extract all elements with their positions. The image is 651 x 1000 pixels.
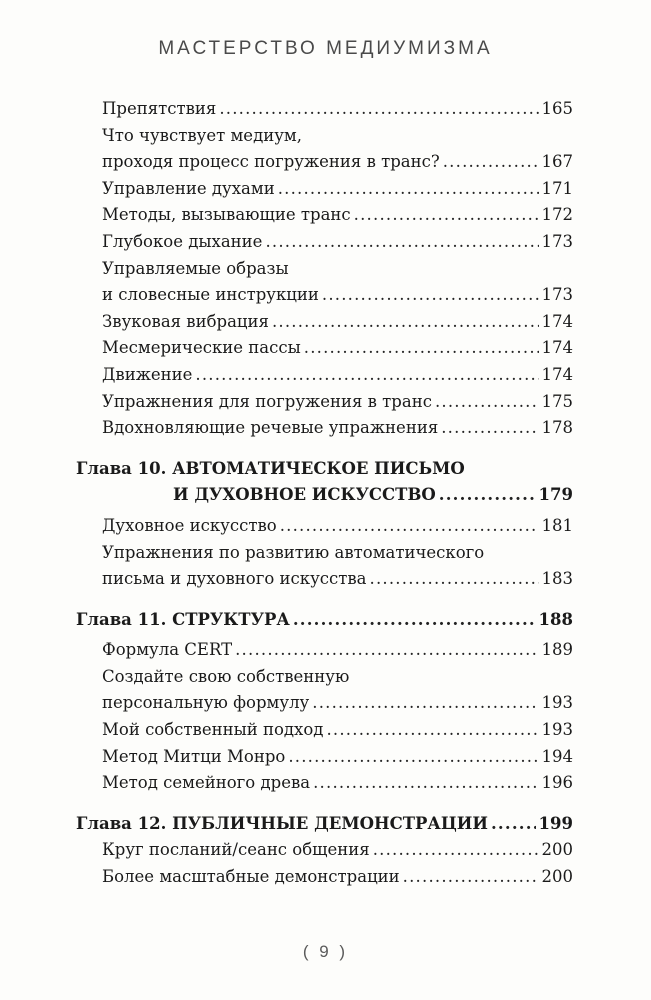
toc-entry-label-line1: Упражнения по развитию автоматического	[102, 542, 485, 562]
toc-entry-page: 174	[541, 364, 573, 384]
toc-entry-page: 194	[541, 746, 573, 766]
toc-entry-label: Препятствия	[102, 99, 217, 118]
toc-entry-page: 183	[541, 569, 573, 589]
leader-dots	[313, 770, 538, 797]
toc-entry-label: Методы, вызывающие транс	[102, 205, 351, 225]
chapter-11	[76, 607, 573, 797]
toc-entry-page: 171	[541, 178, 573, 198]
leader-dots	[272, 309, 539, 336]
leader-dots	[403, 864, 539, 891]
toc-entry-label-line1: Создайте свою собственную	[102, 666, 350, 686]
toc-entry[interactable]	[76, 717, 573, 744]
leader-dots	[219, 96, 538, 123]
toc-entry-label: Круг посланий/сеанс общения	[102, 840, 370, 860]
toc-entry[interactable]	[76, 202, 573, 229]
toc-entry-page: 174	[541, 311, 573, 331]
toc-entry[interactable]	[76, 513, 573, 540]
toc-entry-page: 181	[541, 515, 573, 535]
chapter-page: 188	[538, 609, 573, 629]
leader-dots	[439, 482, 536, 509]
chapter-title: Глава 12. ПУБЛИЧНЫЕ ДЕМОНСТРАЦИИ	[76, 813, 488, 833]
chapter-page: 199	[538, 813, 573, 833]
leader-dots	[304, 335, 539, 362]
toc-entry-page: 200	[541, 867, 573, 887]
chapter-title: Глава 11. СТРУКТУРА	[76, 609, 290, 629]
toc-entry-page: 172	[541, 205, 573, 225]
toc-entry[interactable]	[76, 309, 573, 336]
leader-dots	[278, 176, 539, 203]
toc-entry[interactable]	[76, 389, 573, 416]
chapter-12	[76, 811, 573, 891]
leader-dots	[288, 744, 538, 771]
toc-entry[interactable]	[76, 744, 573, 771]
toc-entry-label: письма и духовного искусства	[102, 569, 367, 589]
toc-entry-page: 175	[541, 391, 573, 411]
toc-entry-page: 174	[541, 338, 573, 358]
toc-entry-label: Духовное искусство	[102, 515, 277, 535]
toc-entry[interactable]	[76, 362, 573, 389]
toc-entry-label: Мой собственный подход	[102, 720, 324, 740]
chapter-page: 179	[538, 485, 573, 505]
chapter-entry[interactable]	[76, 811, 573, 838]
toc-entry[interactable]	[76, 415, 573, 442]
toc-entry[interactable]	[76, 637, 573, 664]
chapter-title-line1: Глава 10. АВТОМАТИЧЕСКОЕ ПИСЬМО	[76, 458, 465, 478]
toc-entry-page: 173	[541, 285, 573, 305]
toc-entry-page: 200	[541, 840, 573, 860]
toc-entry[interactable]	[76, 770, 573, 797]
toc-entry-page: 193	[541, 693, 573, 713]
leader-dots	[280, 513, 539, 540]
toc-entry-label: Управление духами	[102, 178, 275, 198]
toc-entry[interactable]	[76, 176, 573, 203]
toc-entry-label: Вдохновляющие речевые упражнения	[102, 418, 439, 438]
leader-dots	[354, 202, 539, 229]
toc-entry-label: и словесные инструкции	[102, 285, 319, 305]
toc-entry-label-line1: Что чувствует медиум,	[102, 125, 303, 145]
leader-dots	[265, 229, 538, 256]
leader-dots	[235, 637, 538, 664]
toc-entry-label: Движение	[102, 364, 193, 384]
page-number: ( 9 )	[302, 942, 349, 961]
leader-dots	[373, 837, 539, 864]
leader-dots	[293, 607, 536, 634]
leader-dots	[312, 690, 538, 717]
leader-dots	[326, 717, 538, 744]
chapter-title-line2: И ДУХОВНОЕ ИСКУССТВО	[173, 485, 436, 505]
toc-entry-page: 173	[541, 231, 573, 251]
toc-entry[interactable]	[76, 566, 573, 593]
chapter-entry[interactable]	[76, 482, 573, 509]
toc-entry-page: 178	[541, 418, 573, 438]
toc-entry[interactable]	[76, 864, 573, 891]
chapter-10	[76, 456, 573, 593]
toc-entry-label: Метод семейного древа	[102, 773, 311, 793]
toc-entry-page: 167	[541, 152, 573, 172]
table-of-contents	[76, 96, 573, 891]
running-head: МАСТЕРСТВО МЕДИУМИЗМА	[158, 38, 493, 59]
toc-entry-label: Метод Митци Монро	[102, 746, 286, 766]
toc-entry-page: 189	[541, 640, 573, 660]
toc-entry[interactable]	[76, 837, 573, 864]
leader-dots	[441, 415, 538, 442]
leader-dots	[443, 149, 539, 176]
leader-dots	[370, 566, 539, 593]
toc-entry[interactable]	[76, 229, 573, 256]
toc-entry[interactable]	[76, 690, 573, 717]
toc-entry[interactable]	[76, 282, 573, 309]
toc-entry-label: Упражнения для погружения в транс	[102, 391, 432, 411]
toc-entry-label: проходя процесс погружения в транс?	[102, 152, 440, 172]
toc-entry-page: 196	[541, 773, 573, 793]
toc-entry-page: 165	[541, 99, 573, 118]
toc-entry[interactable]	[76, 335, 573, 362]
toc-entry[interactable]	[76, 149, 573, 176]
chapter-entry[interactable]	[76, 607, 573, 634]
leader-dots	[491, 811, 536, 838]
leader-dots	[435, 389, 539, 416]
toc-entry-label: Формула CERT	[102, 640, 233, 660]
toc-entry-label: персональную формулу	[102, 693, 310, 713]
leader-dots	[195, 362, 538, 389]
toc-entry-label-line1: Управляемые образы	[102, 258, 289, 278]
toc-entry-label: Глубокое дыхание	[102, 231, 263, 251]
toc-entry-page: 193	[541, 720, 573, 740]
leader-dots	[322, 282, 539, 309]
toc-entry-label: Звуковая вибрация	[102, 311, 269, 331]
toc-entry[interactable]	[76, 96, 573, 123]
toc-entry-label: Месмерические пассы	[102, 338, 301, 358]
toc-entry-label: Более масштабные демонстрации	[102, 867, 400, 887]
